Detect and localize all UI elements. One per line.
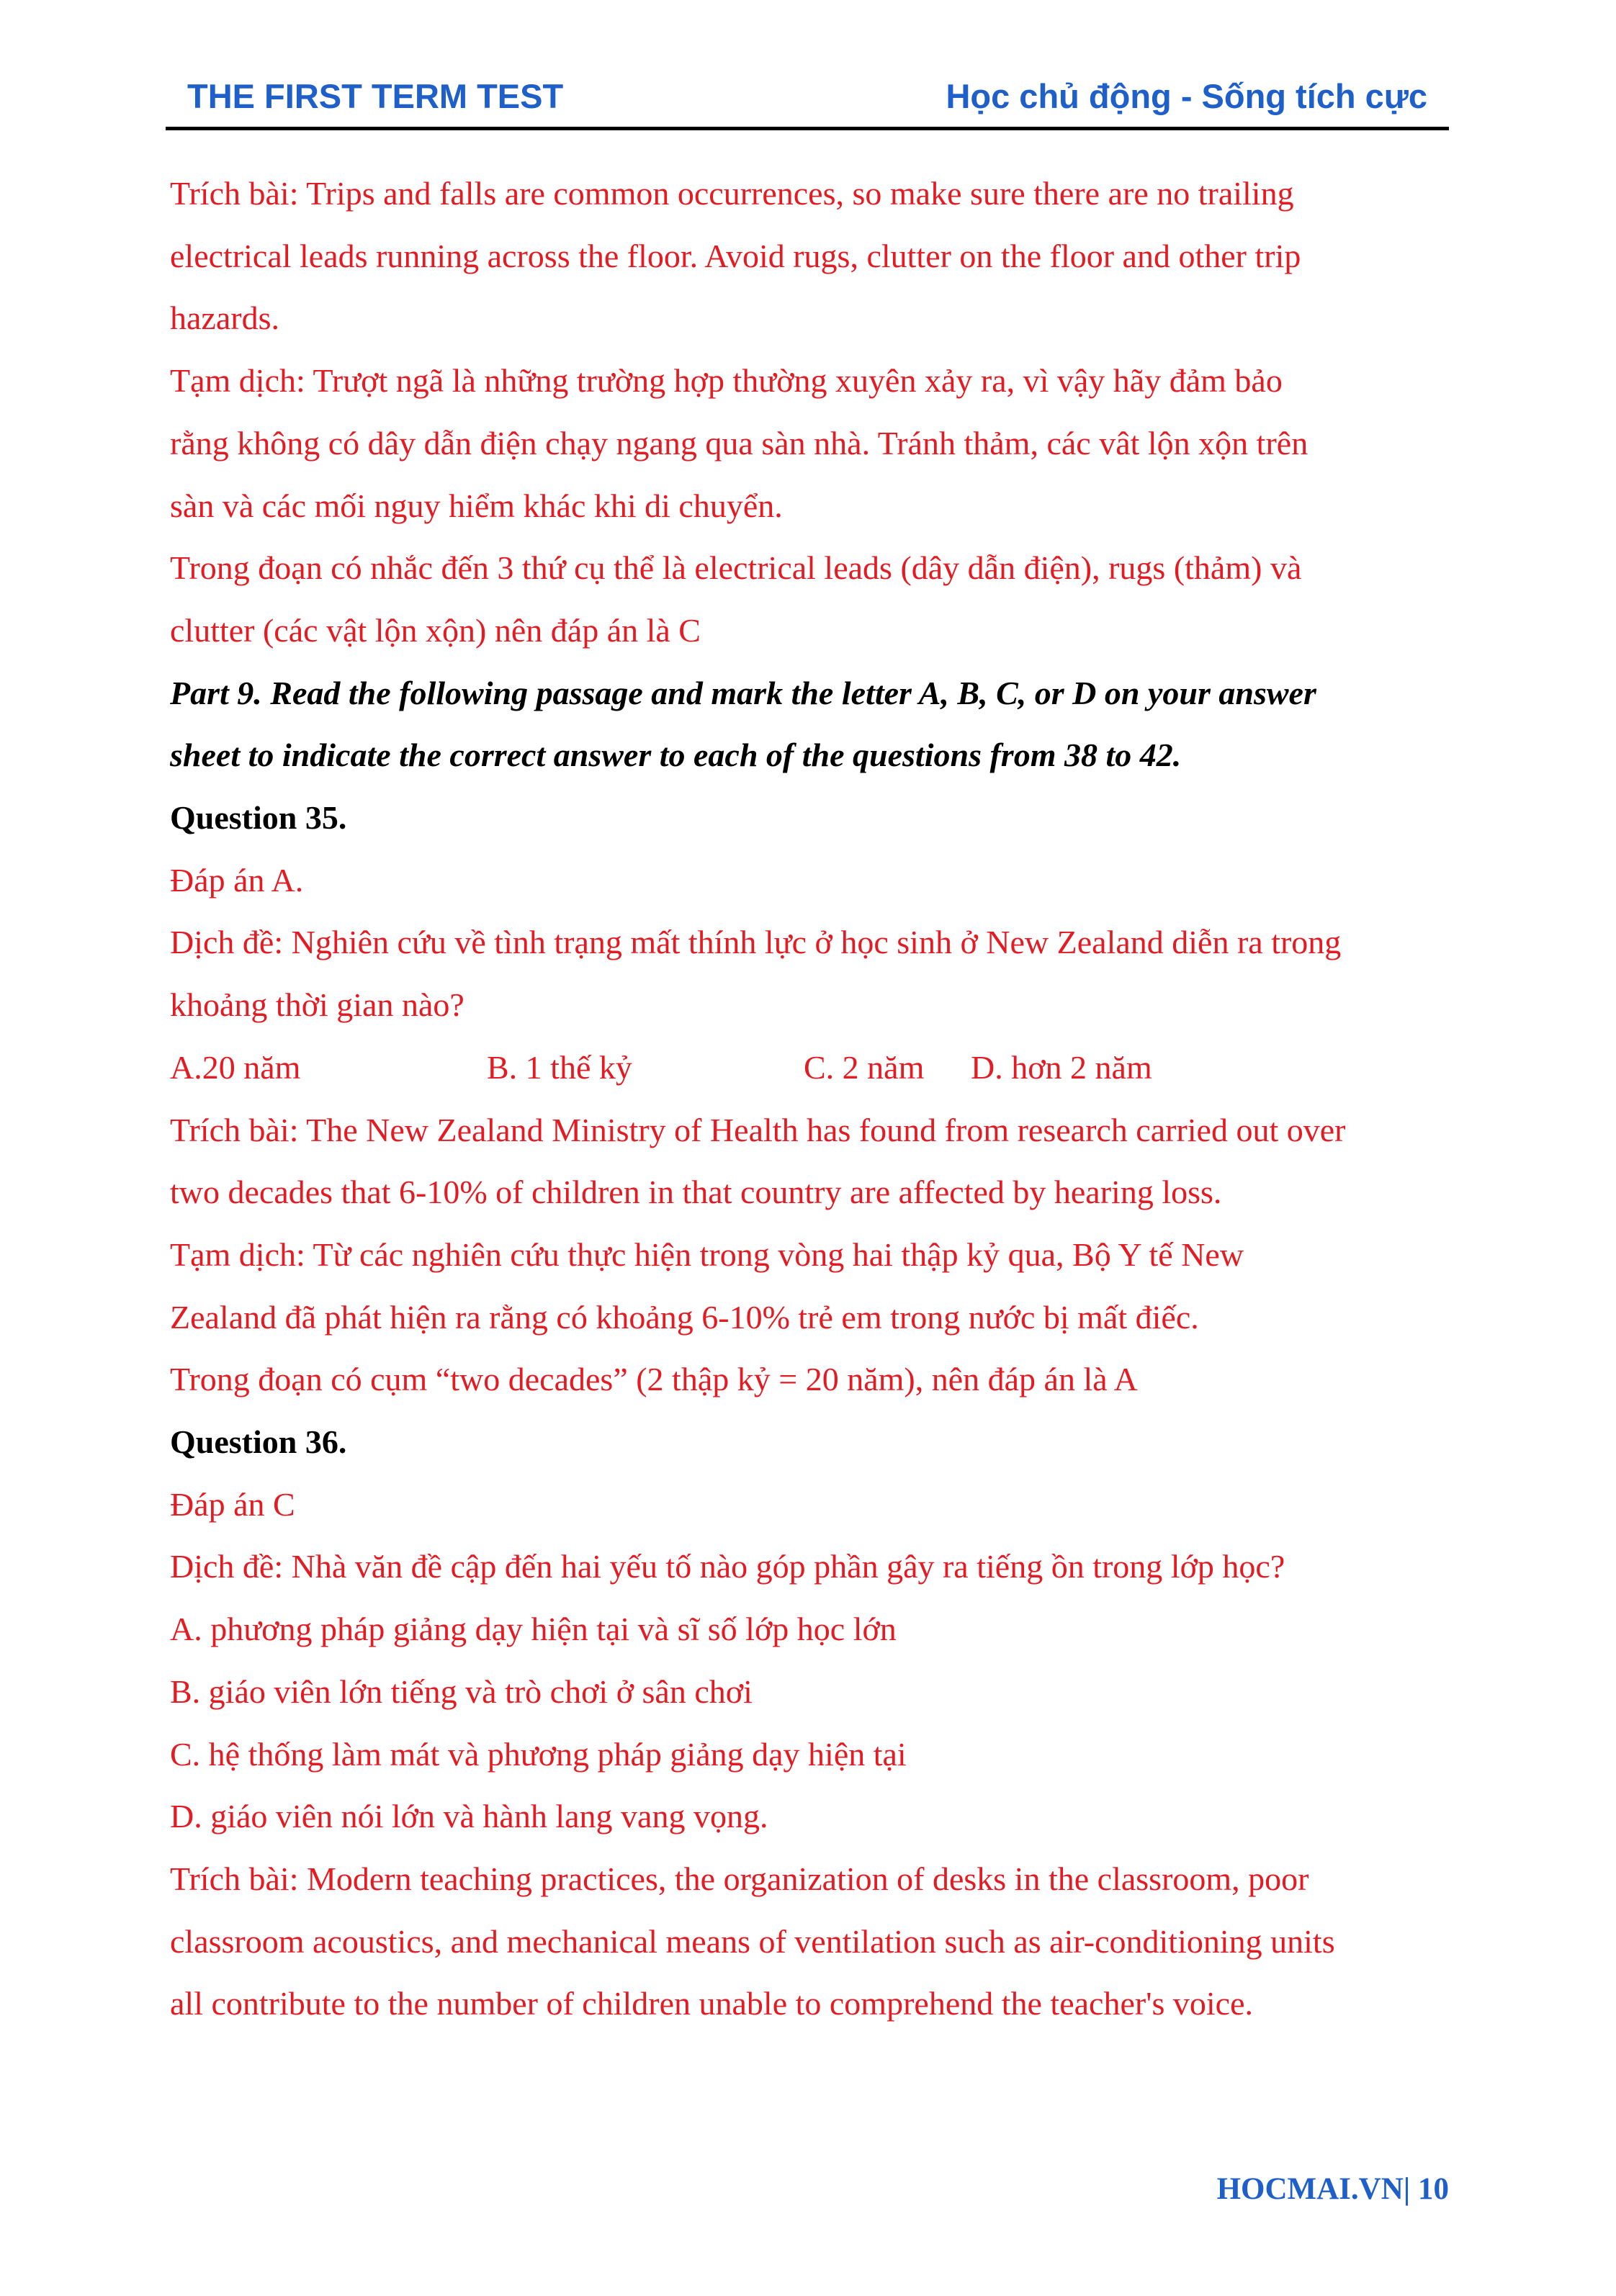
text-line: Dịch đề: Nghiên cứu về tình trạng mất thính lực ở học sinh ở New Zealand diễn ra trong xyxy=(170,924,1342,961)
header-slogan: Học chủ động - Sống tích cực xyxy=(946,77,1427,115)
text-line: sàn và các mối nguy hiểm khác khi di chuyển. xyxy=(170,487,783,524)
option-line: D. giáo viên nói lớn và hành lang vang vọng. xyxy=(170,1798,768,1835)
text-line: Trong đoạn có nhắc đến 3 thứ cụ thể là electrical leads (dây dẫn điện), rugs (thảm) và xyxy=(170,549,1302,587)
question-heading: Question 36. xyxy=(170,1423,347,1461)
option-line: A. phương pháp giảng dạy hiện tại và sĩ số lớp học lớn xyxy=(170,1611,897,1648)
page-header xyxy=(166,72,1449,130)
text-line: Dịch đề: Nhà văn đề cập đến hai yếu tố nào góp phần gây ra tiếng ồn trong lớp học? xyxy=(170,1548,1285,1585)
text-line: Zealand đã phát hiện ra rằng có khoảng 6-10% trẻ em trong nước bị mất điếc. xyxy=(170,1298,1199,1336)
text-line: electrical leads running across the floor. Avoid rugs, clutter on the floor and other trip xyxy=(170,237,1301,274)
text-line: khoảng thời gian nào? xyxy=(170,986,464,1024)
question-heading: Question 35. xyxy=(170,799,347,837)
answer-line: Đáp án C xyxy=(170,1485,295,1523)
text-line: hazards. xyxy=(170,300,279,337)
text-line: Trích bài: The New Zealand Ministry of Health has found from research carried out over xyxy=(170,1111,1346,1148)
options-row xyxy=(170,1037,1452,1099)
option-a: A.20 năm xyxy=(170,1048,301,1086)
option-c: C. 2 năm xyxy=(804,1048,925,1086)
option-line: B. giáo viên lớn tiếng và trò chơi ở sân chơi xyxy=(170,1673,753,1710)
text-line: clutter (các vật lộn xộn) nên đáp án là C xyxy=(170,611,701,649)
part-heading: sheet to indicate the correct answer to each of the questions from 38 to 42. xyxy=(170,737,1182,774)
option-d: D. hơn 2 năm xyxy=(971,1048,1152,1086)
text-line: Tạm dịch: Trượt ngã là những trường hợp thường xuyên xảy ra, vì vậy hãy đảm bảo xyxy=(170,362,1283,400)
option-line: C. hệ thống làm mát và phương pháp giảng dạy hiện tại xyxy=(170,1735,907,1773)
answer-line: Đáp án A. xyxy=(170,861,304,899)
text-line: two decades that 6-10% of children in that country are affected by hearing loss. xyxy=(170,1174,1222,1211)
document-body xyxy=(170,163,1452,2035)
header-title: THE FIRST TERM TEST xyxy=(187,77,564,115)
text-line: Trong đoạn có cụm “two decades” (2 thập kỷ = 20 năm), nên đáp án là A xyxy=(170,1361,1138,1398)
page-footer: HOCMAI.VN| 10 xyxy=(1216,2172,1449,2206)
text-line: Trích bài: Trips and falls are common occurrences, so make sure there are no trailing xyxy=(170,175,1294,212)
option-b: B. 1 thế kỷ xyxy=(487,1048,632,1086)
text-line: Tạm dịch: Từ các nghiên cứu thực hiện trong vòng hai thập kỷ qua, Bộ Y tế New xyxy=(170,1235,1244,1273)
text-line: classroom acoustics, and mechanical means of ventilation such as air-conditioning units xyxy=(170,1922,1335,1960)
part-heading: Part 9. Read the following passage and mark the letter A, B, C, or D on your answer xyxy=(170,674,1316,711)
text-line: Trích bài: Modern teaching practices, the organization of desks in the classroom, poor xyxy=(170,1860,1309,1897)
text-line: rằng không có dây dẫn điện chạy ngang qua sàn nhà. Tránh thảm, các vât lộn xộn trên xyxy=(170,424,1308,462)
text-line: all contribute to the number of children unable to comprehend the teacher's voice. xyxy=(170,1985,1254,2022)
